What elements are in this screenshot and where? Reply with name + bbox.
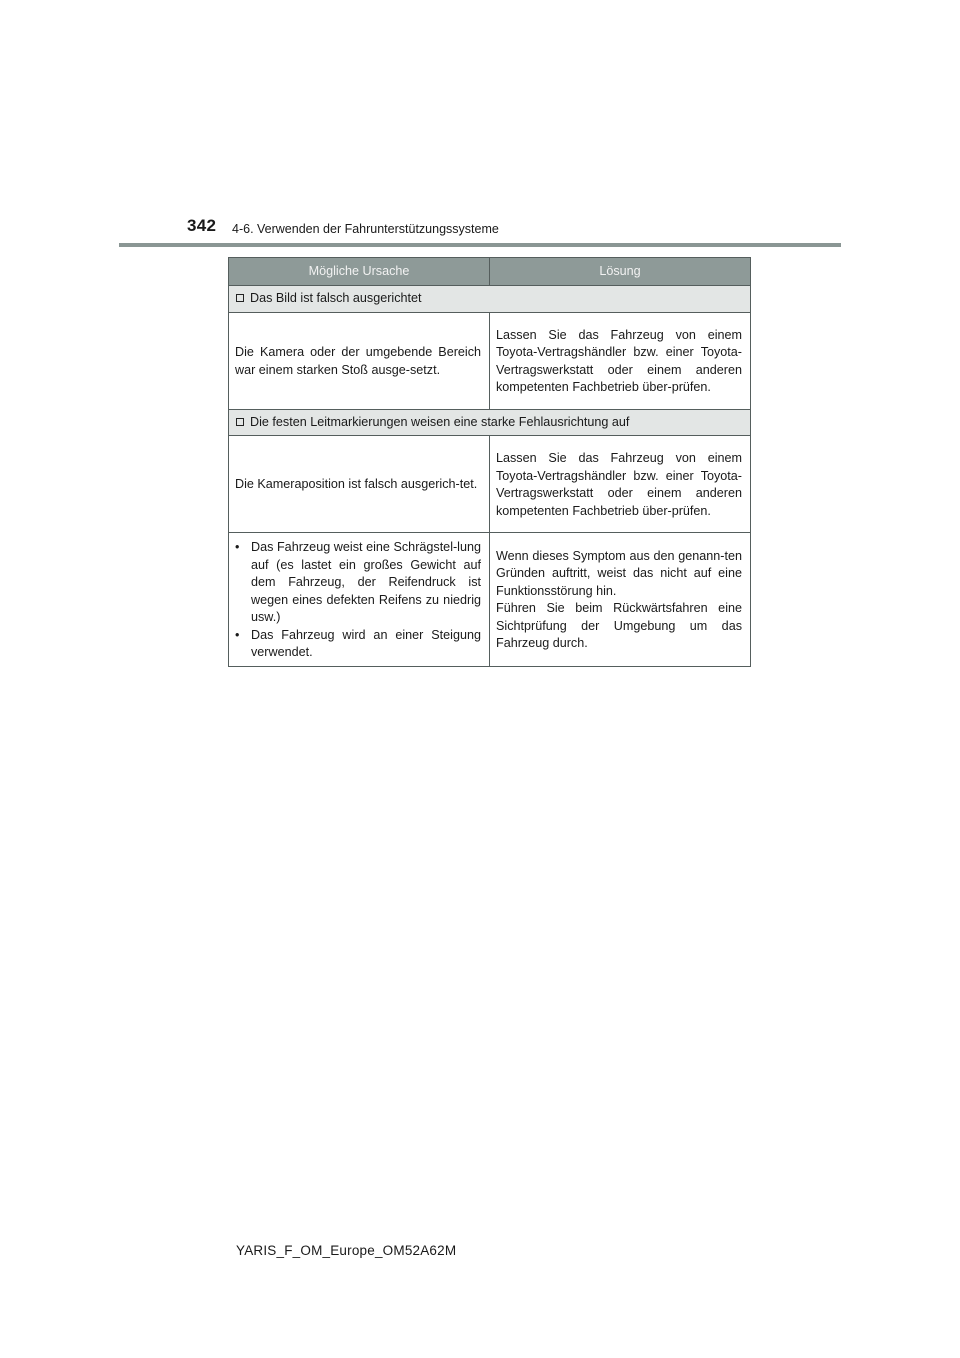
- table-row: [229, 312, 751, 409]
- solution-cell: Lassen Sie das Fahrzeug von einem Toyota-Vertragshändler bzw. einer Toyota-Vertragswerkstatt oder einem anderen kompetenten Fachbetrieb über-prüfen.: [490, 312, 751, 409]
- cause-cell: Die Kameraposition ist falsch ausgerich-tet.: [229, 436, 490, 533]
- cause-list: [235, 539, 481, 662]
- symptom-row: [229, 409, 751, 436]
- column-header-solution: Lösung: [490, 258, 751, 286]
- solution-paragraph: Wenn dieses Symptom aus den genann-ten Gründen auftritt, weist das nicht auf eine Funktionsstörung hin.: [496, 548, 742, 598]
- section-title: 4-6. Verwenden der Fahrunterstützungssysteme: [232, 222, 499, 236]
- checkbox-icon: [236, 418, 244, 426]
- cause-cell: [229, 533, 490, 667]
- list-item: [235, 627, 481, 662]
- symptom-cell: [229, 286, 751, 313]
- solution-cell: [490, 533, 751, 667]
- cause-item-text: Das Fahrzeug weist eine Schrägstel-lung auf (es lastet ein großes Gewicht auf dem Fahrzeug, der Reifendruck ist wegen eines defekten Reifens zu niedrig usw.): [251, 540, 481, 624]
- symptom-label: Die festen Leitmarkierungen weisen eine starke Fehlausrichtung auf: [250, 414, 630, 429]
- solution-cell: Lassen Sie das Fahrzeug von einem Toyota-Vertragshändler bzw. einer Toyota-Vertragswerkstatt oder einem anderen kompetenten Fachbetrieb über-prüfen.: [490, 436, 751, 533]
- page-number: 342: [187, 216, 217, 235]
- table-row: [229, 533, 751, 667]
- symptom-row: [229, 286, 751, 313]
- footer-document-id: YARIS_F_OM_Europe_OM52A62M: [236, 1243, 457, 1258]
- cause-item-text: Das Fahrzeug wird an einer Steigung verwendet.: [251, 627, 481, 659]
- solution-paragraph: Führen Sie beim Rückwärtsfahren eine Sichtprüfung der Umgebung um das Fahrzeug durch.: [496, 601, 742, 651]
- symptom-cell: [229, 409, 751, 436]
- bullet: •: [235, 627, 240, 642]
- cause-cell: Die Kamera oder der umgebende Bereich war einem starken Stoß ausge-setzt.: [229, 312, 490, 409]
- header-rule: [119, 243, 841, 247]
- column-header-cause: Mögliche Ursache: [229, 258, 490, 286]
- bullet: •: [235, 540, 240, 554]
- troubleshooting-table: [228, 257, 751, 667]
- list-item: [235, 539, 481, 627]
- table-row: [229, 436, 751, 533]
- symptom-label: Das Bild ist falsch ausgerichtet: [250, 291, 422, 305]
- table-header-row: [229, 258, 751, 286]
- checkbox-icon: [236, 294, 244, 302]
